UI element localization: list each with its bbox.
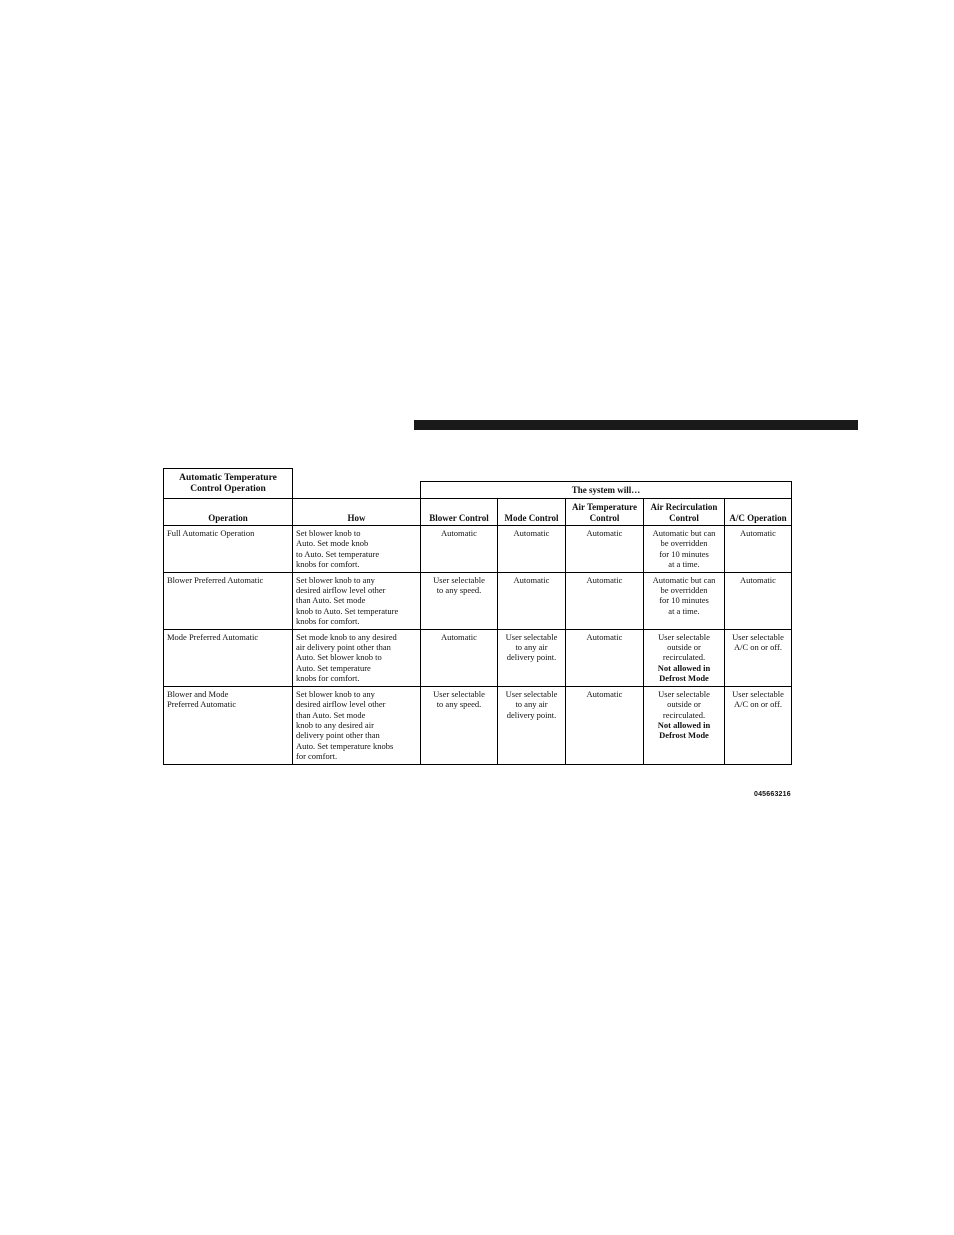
cell-air-temperature-control: Automatic [566, 629, 644, 686]
cell-blower-control: Automatic [421, 629, 498, 686]
cell-mode-control: Automatic [498, 526, 566, 573]
table-title-line-1: Automatic Temperature [179, 473, 277, 483]
cell-blower-control: User selectable to any speed. [421, 572, 498, 629]
cell-mode-control: User selectable to any air delivery point. [498, 686, 566, 764]
table-row [164, 629, 792, 686]
cell-operation: Mode Preferred Automatic [164, 629, 293, 686]
cell-mode-control: Automatic [498, 572, 566, 629]
cell-ac-operation: User selectable A/C on or off. [725, 629, 792, 686]
cell-operation: Blower and Mode Preferred Automatic [164, 686, 293, 764]
col-header-air-temperature-control: Air Temperature Control [566, 499, 644, 526]
climate-control-table [163, 481, 792, 765]
cell-air-recirculation-control: User selectable outside or recirculated. Not allowed in Defrost Mode [644, 686, 725, 764]
cell-ac-operation: Automatic [725, 572, 792, 629]
cell-air-temperature-control: Automatic [566, 572, 644, 629]
col-header-mode-control: Mode Control [498, 499, 566, 526]
col-header-air-recirculation-control: Air Recirculation Control [644, 499, 725, 526]
figure-code: 045663216 [754, 791, 791, 798]
col-header-blower-control: Blower Control [421, 499, 498, 526]
table-title-line-2: Control Operation [190, 484, 266, 494]
cell-mode-control: User selectable to any air delivery point. [498, 629, 566, 686]
cell-how: Set blower knob to any desired airflow level other than Auto. Set mode knob to any desired air delivery point other than Auto. Set temperature knobs for comfort. [293, 686, 421, 764]
cell-ac-operation: User selectable A/C on or off. [725, 686, 792, 764]
cell-how: Set blower knob to any desired airflow level other than Auto. Set mode knob to Auto. Set temperature knobs for comfort. [293, 572, 421, 629]
col-header-ac-operation: A/C Operation [725, 499, 792, 526]
table-row [164, 572, 792, 629]
cell-air-temperature-control: Automatic [566, 686, 644, 764]
cell-operation: Full Automatic Operation [164, 526, 293, 573]
col-header-operation: Operation [164, 499, 293, 526]
section-header-bar [414, 420, 858, 430]
cell-air-recirculation-control: User selectable outside or recirculated. Not allowed in Defrost Mode [644, 629, 725, 686]
cell-air-recirculation-control: Automatic but can be overridden for 10 minutes at a time. [644, 526, 725, 573]
cell-operation: Blower Preferred Automatic [164, 572, 293, 629]
system-will-header: The system will… [421, 482, 792, 499]
column-header-row [164, 499, 792, 526]
cell-air-temperature-control: Automatic [566, 526, 644, 573]
cell-how: Set mode knob to any desired air delivery point other than Auto. Set blower knob to Auto. Set temperature knobs for comfort. [293, 629, 421, 686]
cell-blower-control: Automatic [421, 526, 498, 573]
cell-air-recirculation-control: Automatic but can be overridden for 10 minutes at a time. [644, 572, 725, 629]
cell-blower-control: User selectable to any speed. [421, 686, 498, 764]
table-row [164, 526, 792, 573]
blank-header-cell [164, 482, 421, 499]
cell-how: Set blower knob to Auto. Set mode knob to Auto. Set temperature knobs for comfort. [293, 526, 421, 573]
table-row [164, 686, 792, 764]
col-header-how: How [293, 499, 421, 526]
cell-ac-operation: Automatic [725, 526, 792, 573]
